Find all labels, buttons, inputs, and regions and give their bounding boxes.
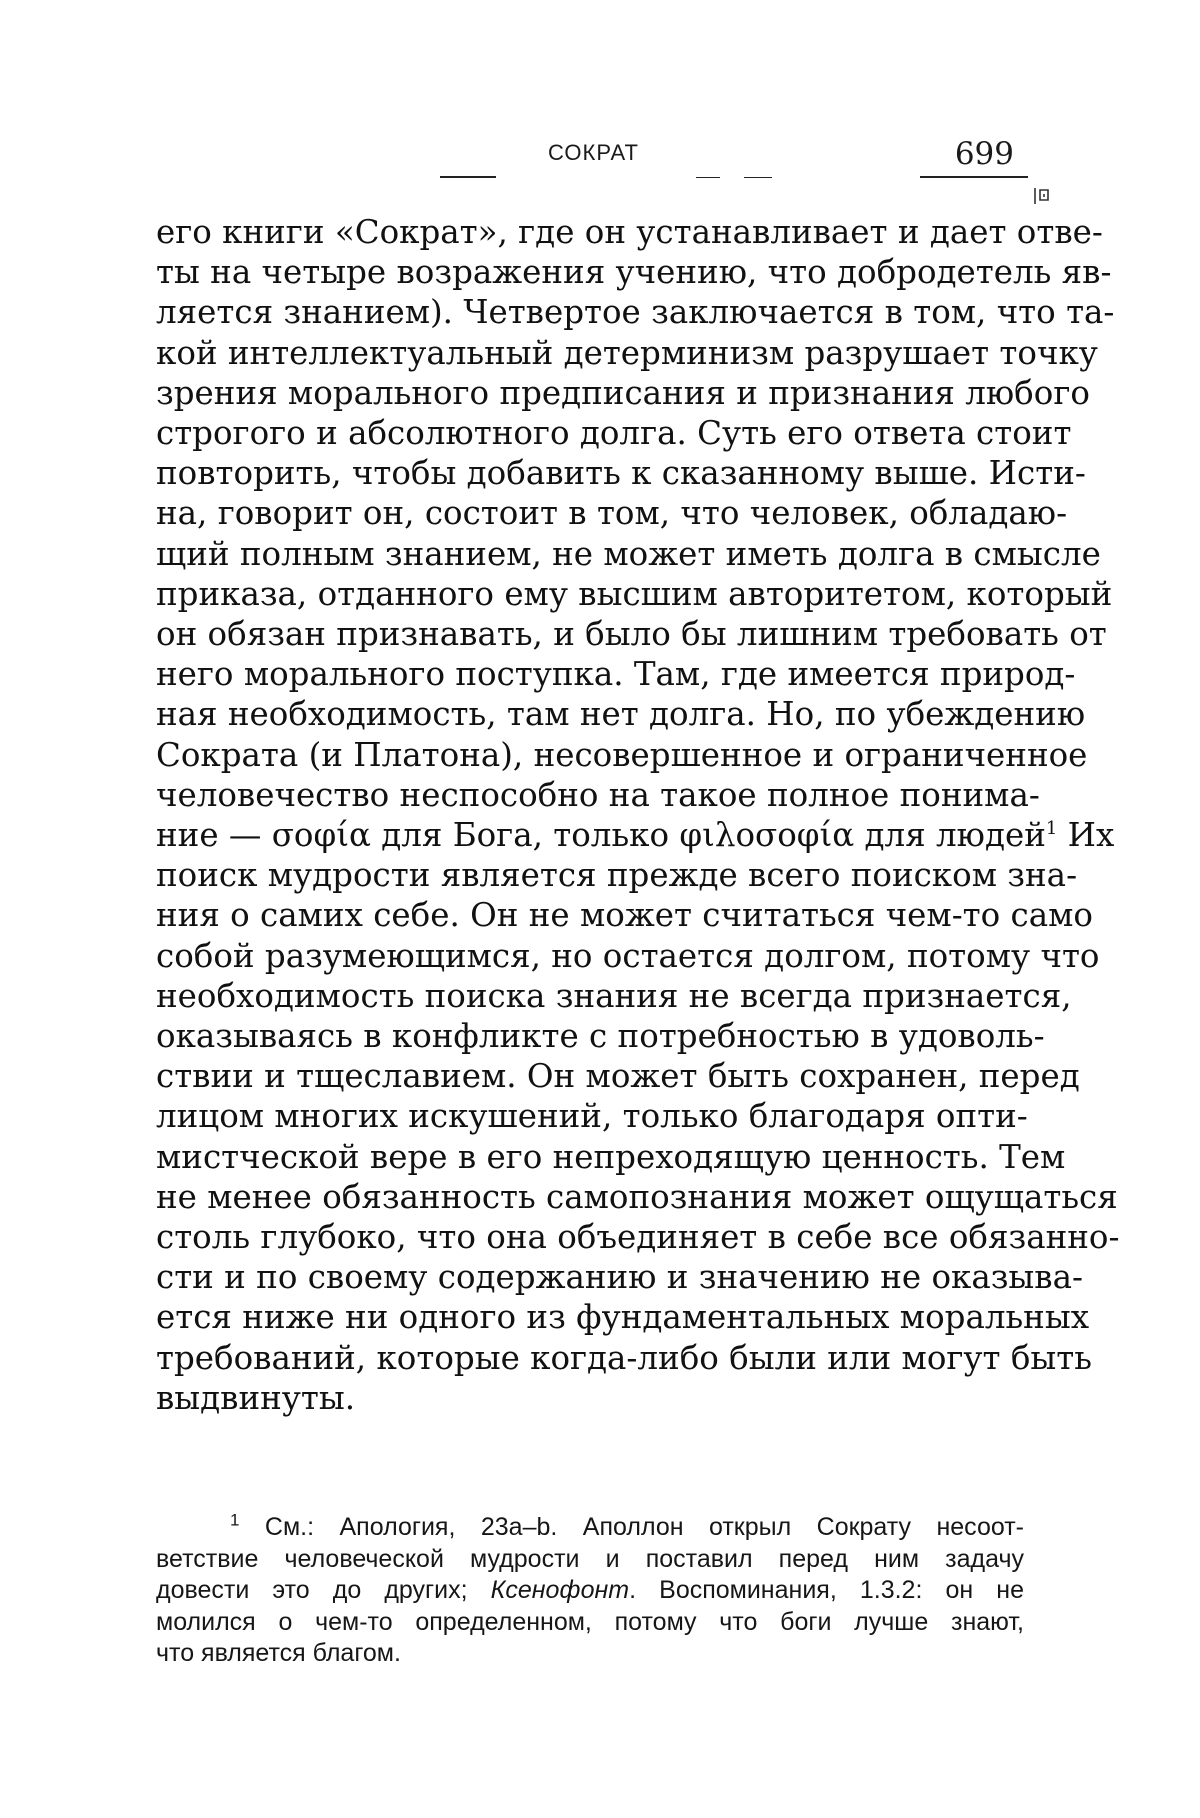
footnote-line xyxy=(156,1512,1024,1544)
header-rule xyxy=(440,176,496,178)
text-line: него морального поступка. Там, где имеется природ- xyxy=(156,655,1076,694)
text-line-with-footnote xyxy=(156,815,1115,855)
text-line: ляется знанием). Четвертое заключается в том, что та- xyxy=(156,293,1115,332)
text-line: столь глубоко, что она объединяет в себе все обязанно- xyxy=(156,1218,1120,1257)
running-header xyxy=(440,136,1028,180)
page-number: 699 xyxy=(954,136,1014,172)
text-line: ты на четыре возражения учению, что добродетель яв- xyxy=(156,253,1112,292)
footnote-text: довести это до других; xyxy=(156,1576,491,1604)
footnote-reference[interactable]: 1 xyxy=(1045,818,1058,840)
text-line: кой интеллектуальный детерминизм разрушает точку xyxy=(156,333,1098,372)
footnote-line: ветствие человеческой мудрости и поставил перед ним задачу xyxy=(156,1544,1024,1573)
footnote-text: См.: Апология, 23a–b. Аполлон открыл Сократу несоот- xyxy=(239,1513,1024,1541)
header-rule xyxy=(744,177,772,178)
text-line: приказа, отданного ему высшим авторитетом, который xyxy=(156,574,1113,613)
header-rule xyxy=(920,176,1028,178)
header-rule xyxy=(696,177,720,178)
text-line: лицом многих искушений, только благодаря опти- xyxy=(156,1097,1028,1136)
text-line: не менее обязанность самопознания может ощущаться xyxy=(156,1177,1118,1216)
text-line: щий полным знанием, не может иметь долга в смысле xyxy=(156,534,1101,573)
text-line: ется ниже ни одного из фундаментальных моральных xyxy=(156,1298,1090,1337)
text-line: на, говорит он, состоит в том, что человек, обладаю- xyxy=(156,494,1068,533)
text-segment: Их xyxy=(1057,816,1115,855)
text-line: собой разумеющимся, но остается долгом, потому что xyxy=(156,936,1100,975)
footnote-line: молился о чем-то определенном, потому что боги лучше знают, xyxy=(156,1607,1024,1636)
text-segment: ние — σοφία для Бога, только φιλοσοφία для людей xyxy=(156,816,1046,855)
text-line: ная необходимость, там нет долга. Но, по убеждению xyxy=(156,695,1086,734)
footnote-marker: 1 xyxy=(230,1510,240,1530)
text-line: необходимость поиска знания не всегда признается, xyxy=(156,976,1072,1015)
text-line: выдвинуты. xyxy=(156,1378,356,1417)
footnote-line xyxy=(156,1575,1024,1607)
text-line: повторить, чтобы добавить к сказанному выше. Исти- xyxy=(156,454,1086,493)
text-line: требований, которые когда-либо были или могут быть xyxy=(156,1338,1092,1377)
text-line: он обязан признавать, и было бы лишним требовать от xyxy=(156,615,1107,654)
scan-artifact-mark xyxy=(1032,186,1054,206)
text-line: сти и по своему содержанию и значению не оказыва- xyxy=(156,1258,1083,1297)
footnote xyxy=(156,1512,1024,1670)
text-line: человечество неспособно на такое полное понима- xyxy=(156,775,1040,814)
text-line: Сократа (и Платона), несовершенное и ограниченное xyxy=(156,735,1088,774)
footnote-text: . Воспоминания, 1.3.2: он не xyxy=(629,1576,1024,1604)
text-line: оказываясь в конфликте с потребностью в удоволь- xyxy=(156,1017,1045,1056)
footnote-author: Ксенофонт xyxy=(490,1576,630,1604)
text-line: его книги «Сократ», где он устанавливает и дает отве- xyxy=(156,213,1103,251)
body-text xyxy=(156,212,1120,1418)
footnote-line: что является благом. xyxy=(156,1639,401,1667)
text-line: поиск мудрости является прежде всего поиском зна- xyxy=(156,856,1078,895)
text-line: ствии и тщеславием. Он может быть сохранен, перед xyxy=(156,1057,1080,1096)
text-line: строгого и абсолютного долга. Суть его ответа стоит xyxy=(156,414,1072,453)
text-line: мистческой вере в его непреходящую ценность. Тем xyxy=(156,1137,1066,1176)
text-line: ния о самих себе. Он не может считаться чем-то само xyxy=(156,896,1093,935)
text-line: зрения морального предписания и признания любого xyxy=(156,373,1090,412)
running-title: СОКРАТ xyxy=(548,140,639,165)
